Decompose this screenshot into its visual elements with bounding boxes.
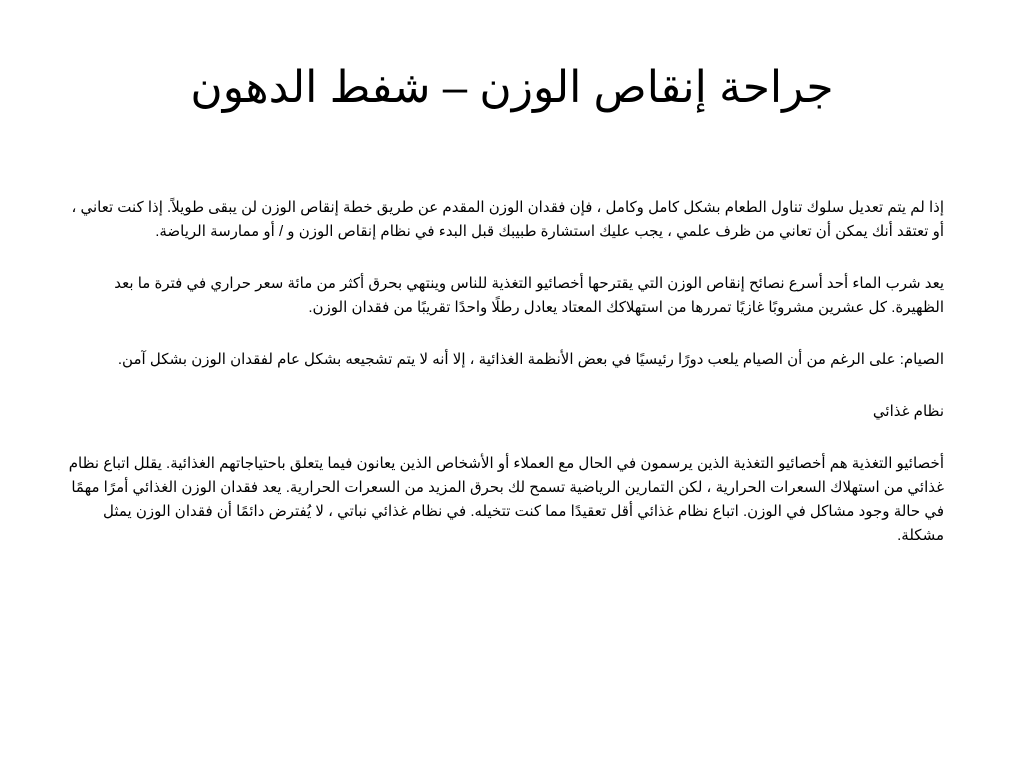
paragraph-dietitians: أخصائيو التغذية هم أخصائيو التغذية الذين يرسمون في الحال مع العملاء أو الأشخاص الذين يعانون فيما يتعلق باحتياجاتهم الغذائية. يقلل اتباع نظام غذائي من استهلاك السعرات الحرارية ، لكن التمارين الرياضية تسمح لك بحرق المزيد من السعرات الحرارية. يعد فقدان الوزن الغذائي أمرًا مهمًا في حالة وجود مشاكل في الوزن. اتباع نظام غذائي أقل تعقيدًا مما كنت تتخيله. في نظام غذائي نباتي ، لا يُفترض دائمًا أن فقدان الوزن يمثل مشكلة. xyxy=(68,455,944,544)
slide-title: جراحة إنقاص الوزن – شفط الدهون xyxy=(190,63,834,112)
paragraph-diet-heading: نظام غذائي xyxy=(872,403,944,420)
paragraph-fasting: الصيام: على الرغم من أن الصيام يلعب دورًا رئيسيًا في بعض الأنظمة الغذائية ، إلا أنه لا يتم تشجيعه بشكل عام لفقدان الوزن بشكل آمن. xyxy=(117,351,944,368)
slide-body xyxy=(66,196,944,576)
paragraph-eating-behavior: إذا لم يتم تعديل سلوك تناول الطعام بشكل كامل وكامل ، فإن فقدان الوزن المقدم عن طريق خطة إنقاص الوزن لن يبقى طويلاً. إذا كنت تعاني ، أو تعتقد أنك يمكن أن تعاني من ظرف علمي ، يجب عليك استشارة طبيبك قبل البدء في نظام إنقاص الوزن و / أو ممارسة الرياضة. xyxy=(71,199,944,240)
paragraph-drinking-water: يعد شرب الماء أحد أسرع نصائح إنقاص الوزن التي يقترحها أخصائيو التغذية للناس وينتهي بحرق أكثر من مائة سعر حراري في فترة ما بعد الظهيرة. كل عشرين مشروبًا غازيًا تمررها من استهلاكك المعتاد يعادل رطلًا واحدًا تقريبًا من فقدان الوزن. xyxy=(114,275,944,316)
